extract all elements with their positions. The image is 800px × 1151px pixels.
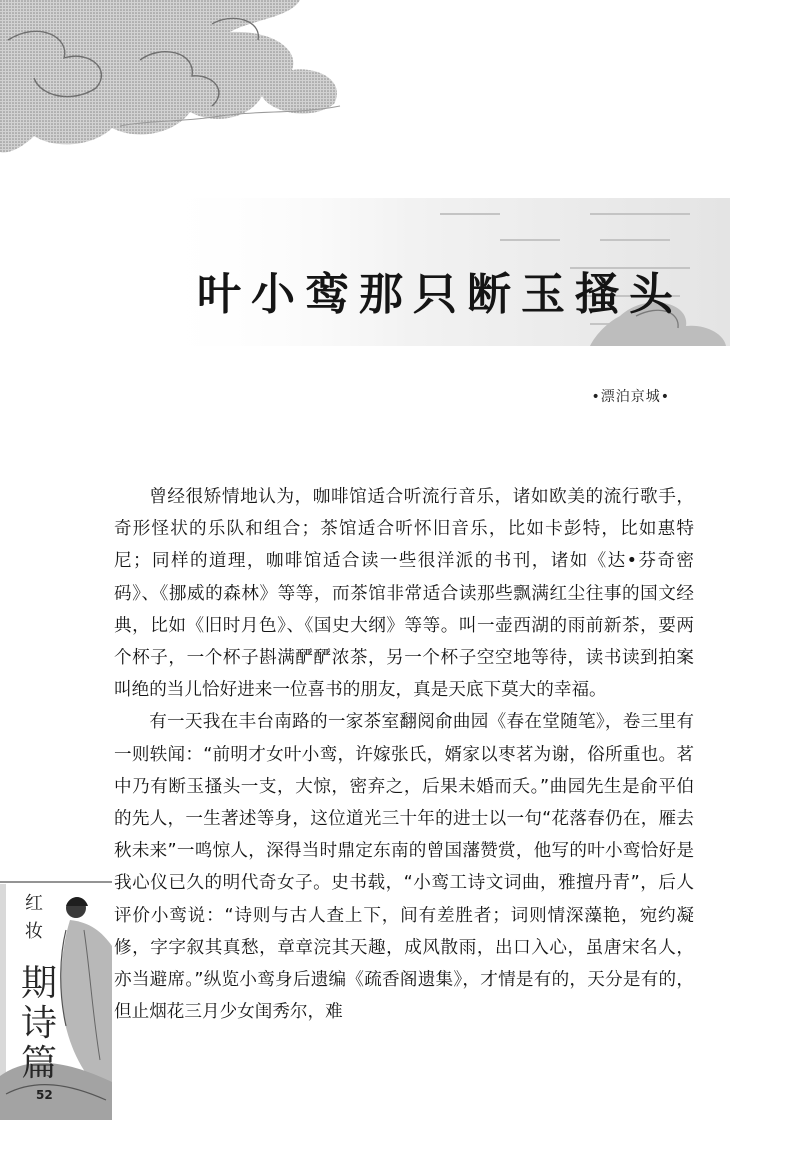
article-body [114, 481, 694, 1028]
article-paragraph: 有一天我在丰台南路的一家茶室翻阅俞曲园《春在堂随笔》，卷三里有一则轶闻：“前明才女叶小鸾，许嫁张氏，婿家以枣茗为谢，俗所重也。茗中乃有断玉搔头一支，大惊，密弃之，后果未婚而夭。”曲园先生是俞平伯的先人，一生著述等身，这位道光三十年的进士以一句“花落春仍在，雁去秋未来”一鸣惊人，深得当时鼎定东南的曾国藩赞赏，他写的叶小鸾恰好是我心仪已久的明代奇女子。史书载，“小鸾工诗文词曲，雅擅丹青”，后人评价小鸾说：“诗则与古人查上下，间有差胜者；词则情深藻艳，宛约凝修，字字叙其真愁，章章浣其天趣，成风散雨，出口入心，虽唐宋名人，亦当避席。”纵览小鸾身后遗编《疏香阁遗集》，才情是有的，天分是有的，但止烟花三月少女闺秀尔，难 [114, 712, 694, 1023]
cloud-decoration [0, 0, 420, 160]
column-sidebar [0, 850, 112, 1120]
article-paragraph: 曾经很矫情地认为，咖啡馆适合听流行音乐，诸如欧美的流行歌手，奇形怪状的乐队和组合；茶馆适合听怀旧音乐，比如卡彭特，比如惠特尼；同样的道理，咖啡馆适合读一些很洋派的书刊，诸如《达•芬奇密码》、《挪威的森林》等等，而茶馆非常适合读那些飘满红尘往事的国文经典，比如《旧时月色》、《国史大纲》等等。叫一壶西湖的雨前新茶，要两个杯子，一个杯子斟满酽酽浓茶，另一个杯子空空地等待，读书读到拍案叫绝的当儿恰好进来一位喜书的朋友，真是天底下莫大的幸福。 [114, 487, 694, 701]
title-banner [150, 198, 730, 346]
column-char: 妆 [25, 921, 43, 942]
column-char: 期 [20, 963, 57, 1004]
column-char: 诗 [20, 1003, 57, 1044]
page-number: 52 [36, 1088, 53, 1102]
column-label-large [14, 964, 64, 1084]
page-title: 叶小鸾那只断玉搔头 [197, 269, 683, 320]
column-char: 红 [25, 893, 43, 914]
column-label-small [22, 890, 46, 946]
author-byline: •漂泊京城• [591, 389, 670, 405]
column-char: 篇 [20, 1043, 57, 1084]
